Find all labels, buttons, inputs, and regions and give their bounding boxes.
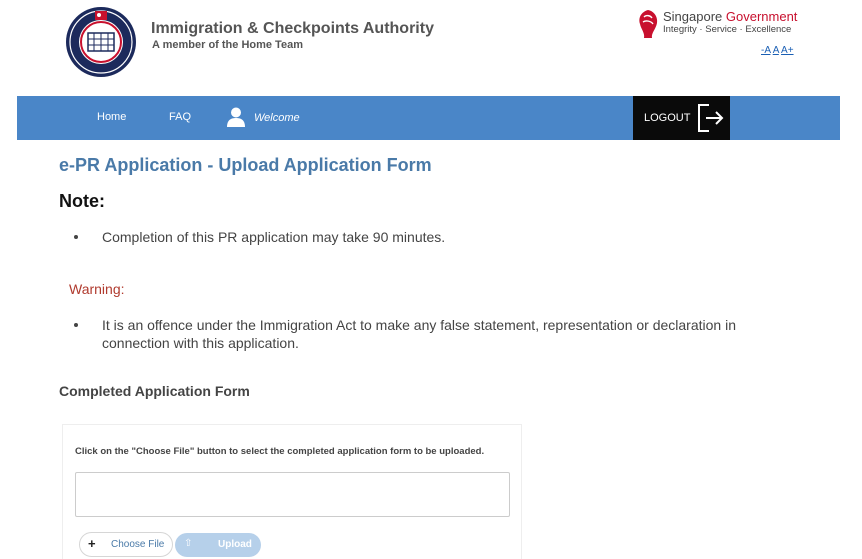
- choose-file-label: Choose File: [111, 539, 165, 550]
- welcome-text: Welcome: [254, 112, 300, 124]
- font-decrease-link[interactable]: -A: [761, 45, 771, 56]
- site-header: [0, 0, 862, 96]
- upload-instruction: Click on the "Choose File" button to select the completed application form to be uploaded.: [75, 446, 485, 457]
- gov-name: [663, 9, 797, 24]
- logout-label: LOGOUT: [644, 112, 691, 124]
- font-increase-link[interactable]: A+: [781, 45, 794, 56]
- warning-item: It is an offence under the Immigration Act to make any false statement, representation or declaration in connection with this application.: [102, 317, 736, 351]
- choose-file-button[interactable]: [79, 532, 173, 557]
- bullet-icon: [74, 323, 78, 327]
- nav-bar: [17, 96, 840, 140]
- logout-button[interactable]: [633, 96, 730, 140]
- gov-tagline: Integrity · Service · Excellence: [663, 24, 792, 35]
- gov-name-government: Government: [725, 9, 798, 24]
- warning-label: Warning:: [69, 281, 125, 297]
- selected-file-field[interactable]: [75, 472, 510, 517]
- user-icon: [227, 107, 245, 127]
- section-heading: Completed Application Form: [59, 383, 250, 399]
- bullet-icon: [74, 235, 78, 239]
- font-size-controls: [761, 45, 794, 56]
- nav-faq-link[interactable]: FAQ: [169, 111, 192, 123]
- note-item: Completion of this PR application may take 90 minutes.: [102, 229, 446, 245]
- gov-name-singapore: Singapore: [663, 9, 726, 24]
- logout-icon: [697, 103, 725, 133]
- font-normal-link[interactable]: A: [772, 45, 779, 56]
- upload-label: Upload: [218, 539, 252, 550]
- ica-crest-icon: [59, 6, 143, 78]
- note-heading: Note:: [59, 191, 105, 211]
- upload-button[interactable]: [175, 533, 261, 557]
- page-title: e-PR Application - Upload Application Form: [59, 155, 432, 175]
- upload-panel: [62, 424, 522, 559]
- merlion-logo-icon: [636, 9, 660, 39]
- nav-home-link[interactable]: Home: [97, 111, 127, 123]
- org-title: Immigration & Checkpoints Authority: [151, 20, 434, 37]
- org-subtitle: A member of the Home Team: [152, 39, 303, 51]
- upload-arrow-icon: ⇧: [184, 538, 193, 549]
- plus-icon: +: [88, 536, 96, 551]
